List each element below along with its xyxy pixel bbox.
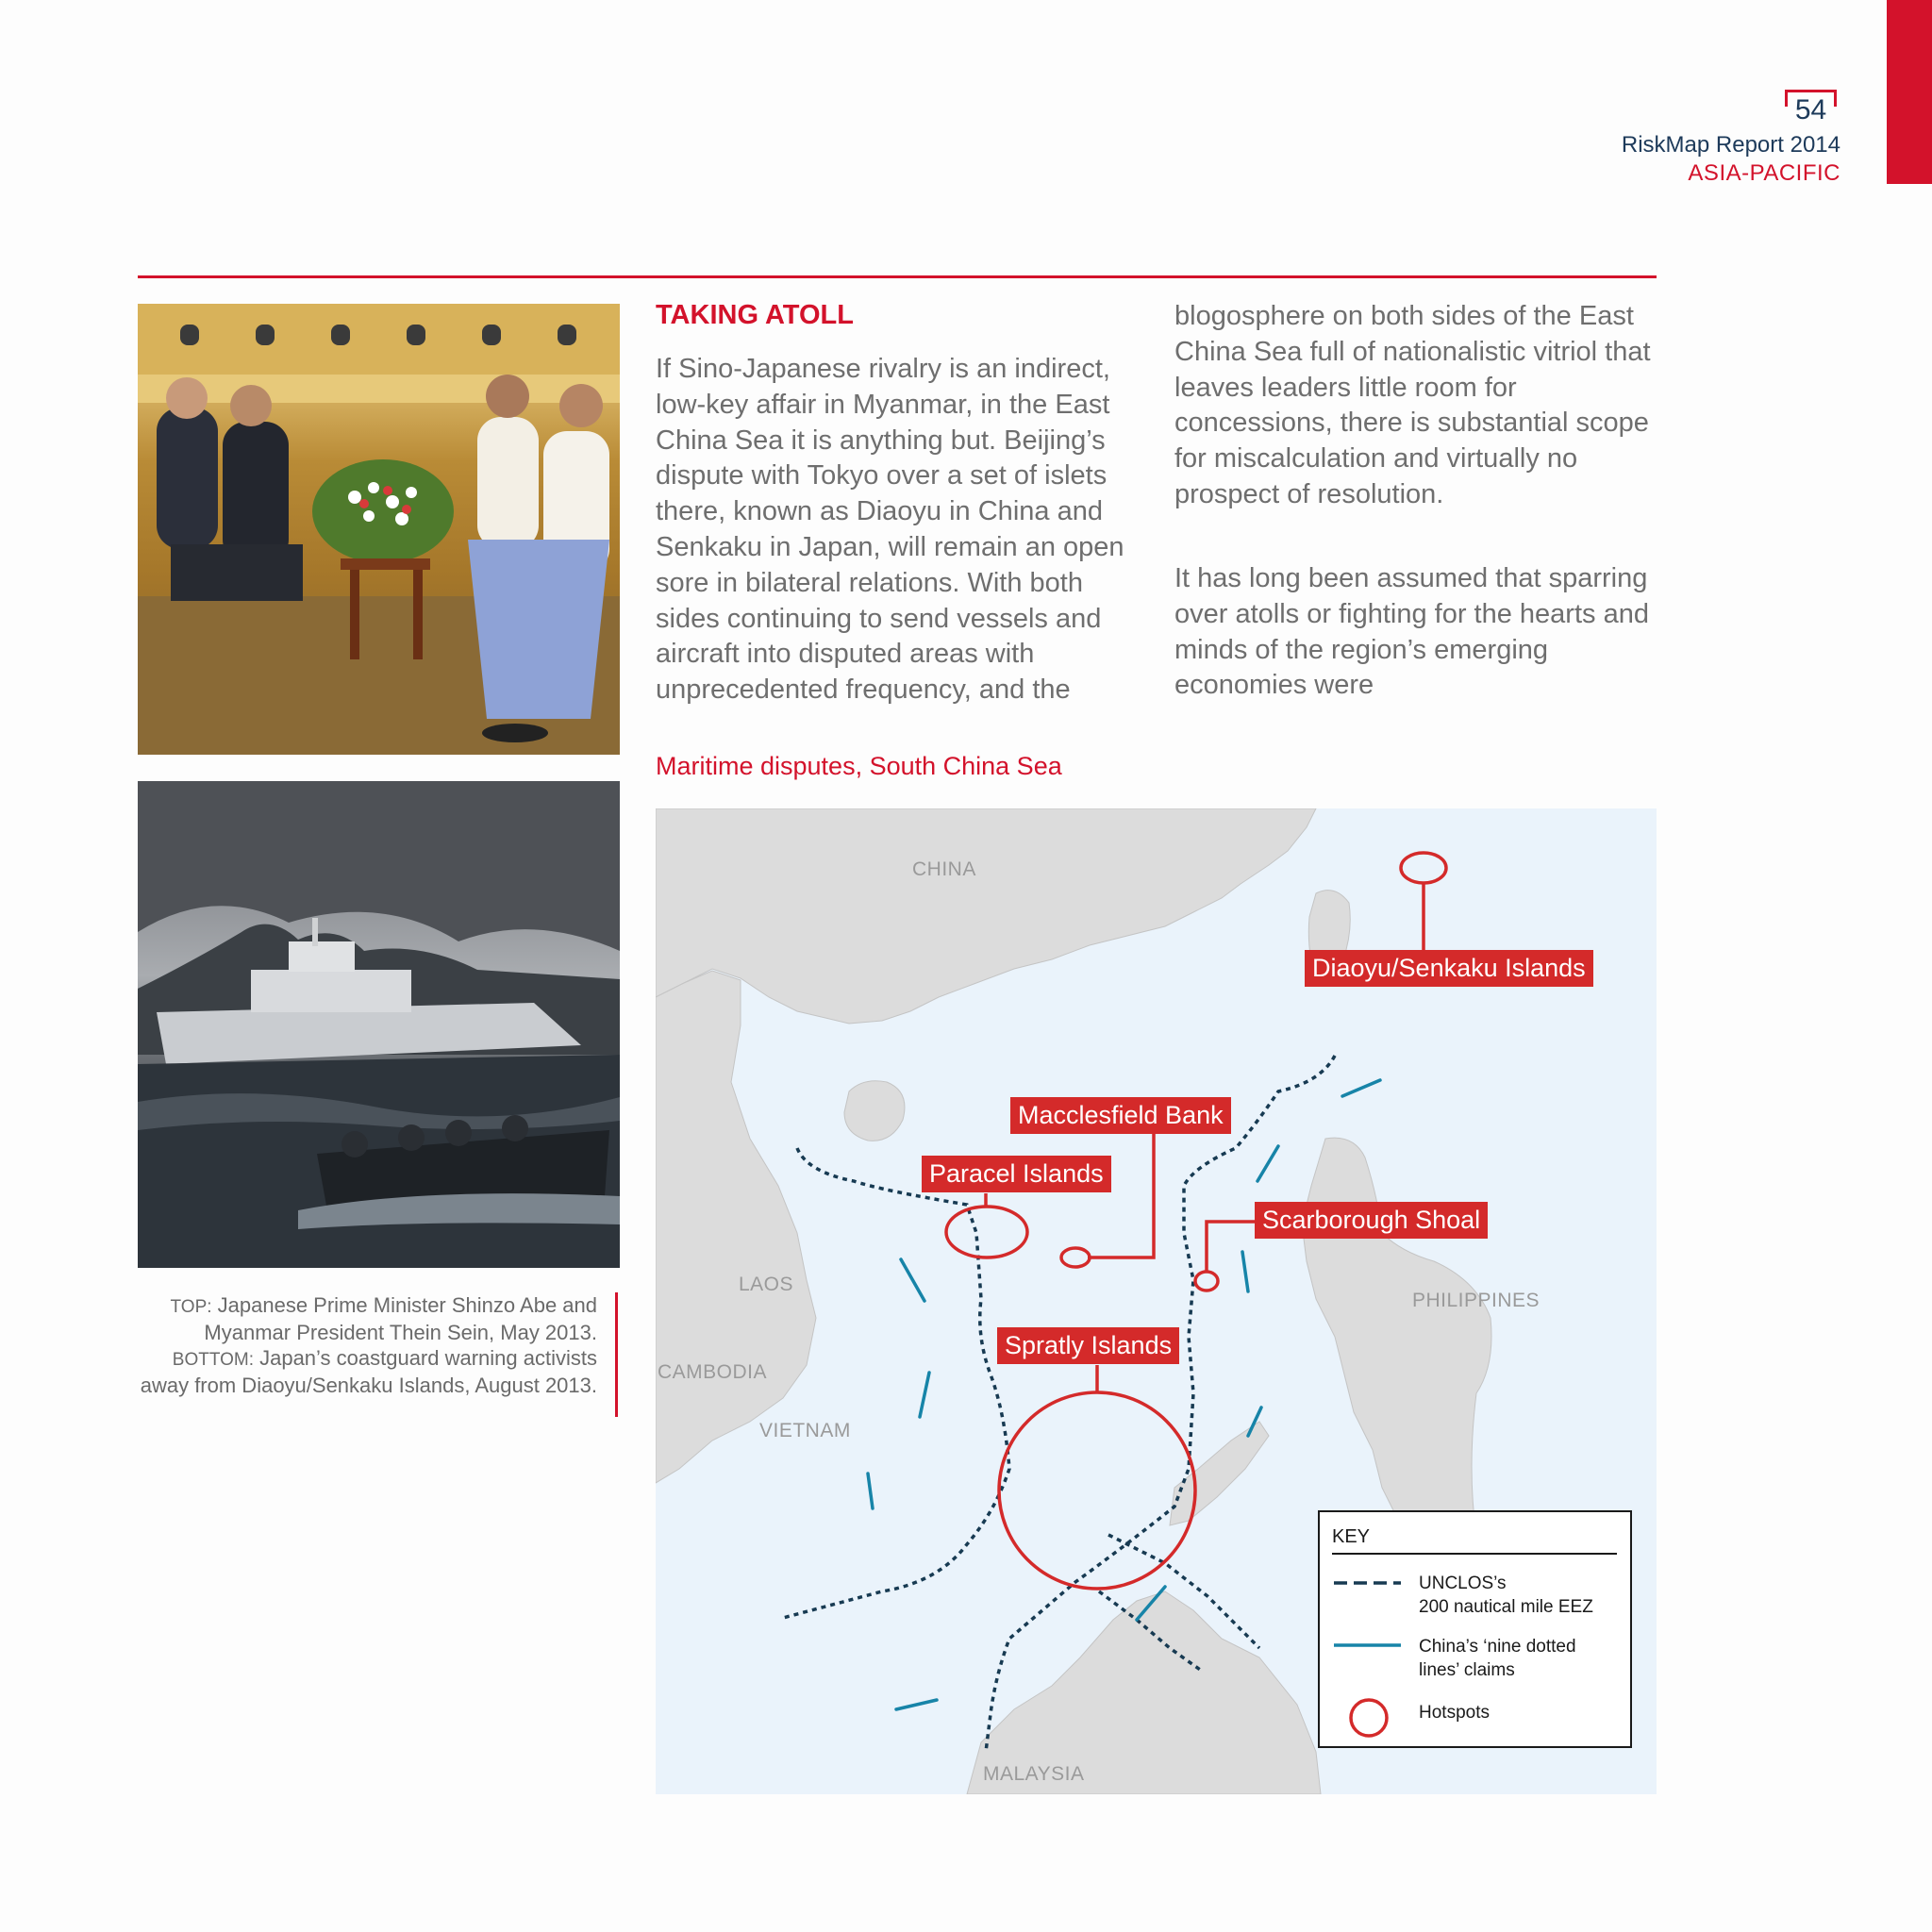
land-china: [656, 808, 1316, 1024]
top-divider: [138, 275, 1657, 278]
key-nine-dash-swatch: [1332, 1641, 1403, 1650]
key-eez-swatch: [1332, 1578, 1403, 1588]
caption-divider: [615, 1292, 618, 1417]
key-title: KEY: [1332, 1526, 1371, 1547]
photo-leaders-meeting-illustration: [138, 304, 620, 755]
label-vietnam: VIETNAM: [759, 1420, 851, 1441]
caption-bottom-text: Japan’s coastguard warning activists away from Diaoyu/Senkaku Islands, August 2013.: [140, 1346, 597, 1397]
section-label: ASIA-PACIFIC: [1688, 160, 1840, 186]
article-column-2-paragraph-2: It has long been assumed that sparring over atolls or fighting for the hearts and minds of the region’s emerging economies were: [1174, 563, 1649, 701]
caption-top-tag: TOP:: [170, 1297, 212, 1317]
label-diaoyu-senkaku: Diaoyu/Senkaku Islands: [1305, 950, 1593, 987]
report-title: RiskMap Report 2014: [1621, 132, 1840, 158]
key-nine-dash-line-1: China’s ‘nine dotted: [1419, 1637, 1576, 1657]
land-hainan: [844, 1081, 905, 1141]
key-hotspots: Hotspots: [1419, 1703, 1490, 1723]
label-cambodia: CAMBODIA: [658, 1361, 768, 1383]
key-eez-line-2: 200 nautical mile EEZ: [1419, 1597, 1593, 1617]
key-nine-dash-line-2: lines’ claims: [1419, 1660, 1515, 1680]
photo-coastguard: [138, 781, 620, 1268]
photo-leaders-meeting: [138, 304, 620, 755]
label-philippines: PHILIPPINES: [1412, 1290, 1541, 1311]
land-indochina: [656, 971, 816, 1483]
photo-captions: [138, 1292, 597, 1398]
article-column-2-paragraph-1: blogosphere on both sides of the East China Sea full of nationalistic vitriol that leaves leaders little room for concessions, there is substantial scope for miscalculation and virtually no prospect of resolution.: [1174, 301, 1651, 509]
photo-coastguard-illustration: [138, 781, 620, 1268]
key-hotspot-swatch: [1348, 1697, 1390, 1739]
label-paracel-islands: Paracel Islands: [922, 1156, 1111, 1192]
label-spratly-islands: Spratly Islands: [997, 1327, 1179, 1364]
page-number: 54: [1794, 94, 1827, 125]
label-macclesfield-bank: Macclesfield Bank: [1010, 1097, 1231, 1134]
key-eez-line-1: UNCLOS’s: [1419, 1574, 1507, 1593]
label-malaysia: MALAYSIA: [983, 1763, 1085, 1785]
key-divider: [1332, 1553, 1617, 1555]
article-heading: TAKING ATOLL: [656, 300, 854, 330]
caption-top-text: Japanese Prime Minister Shinzo Abe and Myanmar President Thein Sein, May 2013.: [204, 1293, 597, 1344]
label-laos: LAOS: [739, 1274, 794, 1295]
label-scarborough-shoal: Scarborough Shoal: [1255, 1202, 1488, 1239]
map-key: [1318, 1510, 1632, 1748]
section-color-tab: [1887, 0, 1932, 184]
label-china: CHINA: [912, 858, 976, 880]
article-column-1: If Sino-Japanese rivalry is an indirect, low-key affair in Myanmar, in the East China Sea it is anything but. Beijing’s dispute with Tokyo over a set of islets there, known as Diaoyu in China and Senkaku in Japan, will remain an open sore in bilateral relations. With both sides continuing to send vessels and aircraft into disputed areas with unprecedented frequency, and the: [656, 354, 1124, 706]
map-title: Maritime disputes, South China Sea: [656, 752, 1062, 780]
caption-bottom-tag: BOTTOM:: [172, 1350, 254, 1370]
land-palawan: [1170, 1422, 1269, 1525]
